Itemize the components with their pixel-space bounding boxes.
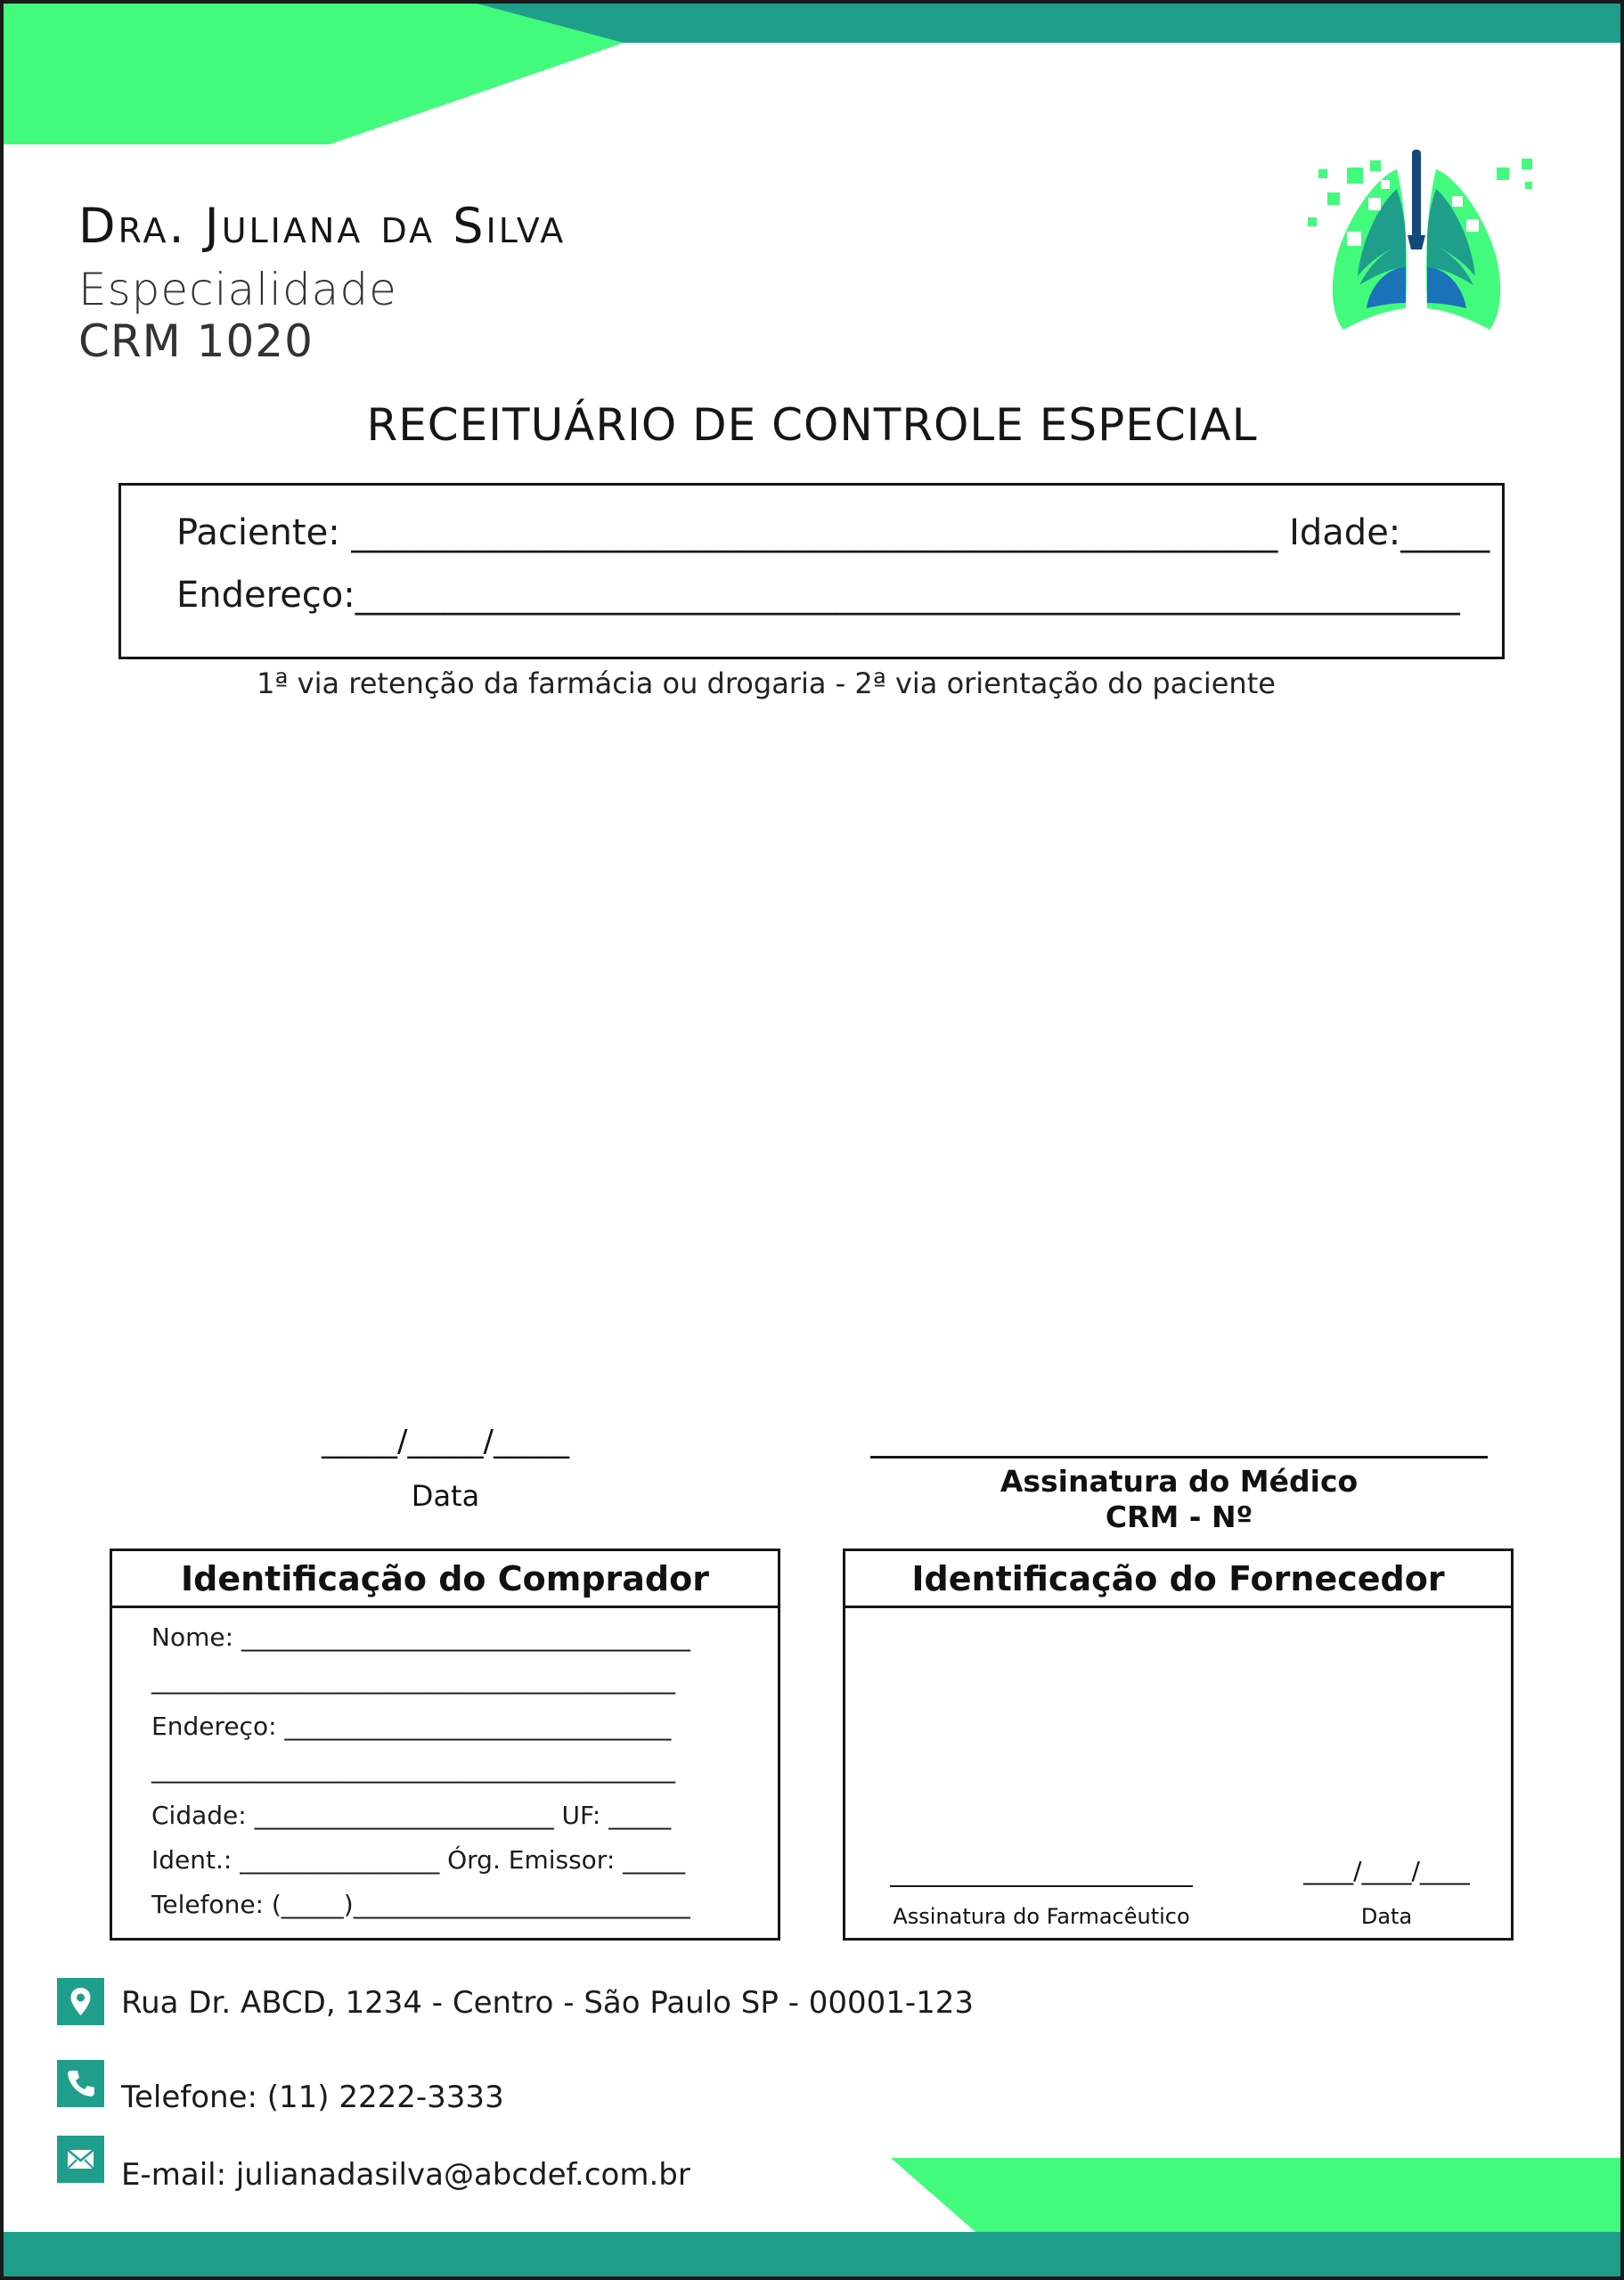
doctor-crm: CRM 1020 [78, 315, 314, 367]
patient-info-box [118, 483, 1505, 659]
top-teal-band [463, 0, 1624, 43]
doctor-specialty: Especialidade [78, 264, 397, 315]
doctor-crm-label: CRM - Nº [1105, 1500, 1253, 1534]
contact-phone: Telefone: (11) 2222-3333 [121, 2080, 504, 2115]
buyer-box-title: Identificação do Comprador [112, 1551, 778, 1608]
contact-address: Rua Dr. ABCD, 1234 - Centro - São Paulo SP - 00001-123 [121, 1985, 975, 2021]
patient-address-field[interactable]: Endereço:______________________________________________________________ [176, 575, 1460, 616]
doctor-signature-line[interactable] [870, 1456, 1488, 1459]
buyer-name-field[interactable]: Nome: ____________________________________ [151, 1622, 690, 1652]
prescription-title: RECEITUÁRIO DE CONTROLE ESPECIAL [366, 399, 1258, 451]
via-note: 1ª via retenção da farmácia ou drogaria - 2ª via orientação do paciente [257, 666, 1276, 700]
doctor-signature-label: Assinatura do Médico [1000, 1464, 1359, 1499]
map-pin-icon [57, 1978, 104, 2025]
contact-email[interactable]: E-mail: julianadasilva@abcdef.com.br [121, 2157, 690, 2193]
buyer-address-field-cont[interactable]: __________________________________________ [151, 1754, 675, 1784]
envelope-icon [57, 2136, 104, 2183]
buyer-phone-field[interactable]: Telefone: (_____)___________________________ [151, 1890, 690, 1919]
buyer-address-field[interactable]: Endereço: _______________________________ [151, 1712, 672, 1741]
top-green-wedge [0, 0, 624, 144]
patient-name-age-field[interactable]: Paciente: ____________________________________________________ Idade:_____ [176, 512, 1490, 553]
pharmacist-signature-label: Assinatura do Farmacêutico [893, 1904, 1190, 1929]
buyer-city-state-field[interactable]: Cidade: ________________________ UF: _____ [151, 1801, 672, 1830]
doctor-name: Dra. Juliana da Silva [78, 198, 567, 254]
buyer-identification-box [110, 1549, 780, 1941]
prescription-date-field[interactable]: _____/_____/_____ [322, 1424, 569, 1459]
buyer-name-field-cont[interactable]: __________________________________________ [151, 1665, 675, 1695]
bottom-green-wedge [891, 2158, 1624, 2232]
supplier-identification-box [843, 1549, 1514, 1941]
phone-icon [57, 2060, 104, 2107]
supplier-date-field[interactable]: ____/____/____ [1303, 1856, 1470, 1885]
supplier-date-label: Data [1360, 1904, 1413, 1929]
prescription-date-label: Data [411, 1479, 480, 1513]
pharmacist-signature-line[interactable] [890, 1885, 1193, 1887]
supplier-box-title: Identificação do Fornecedor [845, 1551, 1511, 1608]
buyer-id-issuer-field[interactable]: Ident.: ________________ Órg. Emissor: _____ [151, 1845, 686, 1875]
bottom-teal-band [0, 2232, 1624, 2280]
lungs-icon [1292, 143, 1541, 339]
